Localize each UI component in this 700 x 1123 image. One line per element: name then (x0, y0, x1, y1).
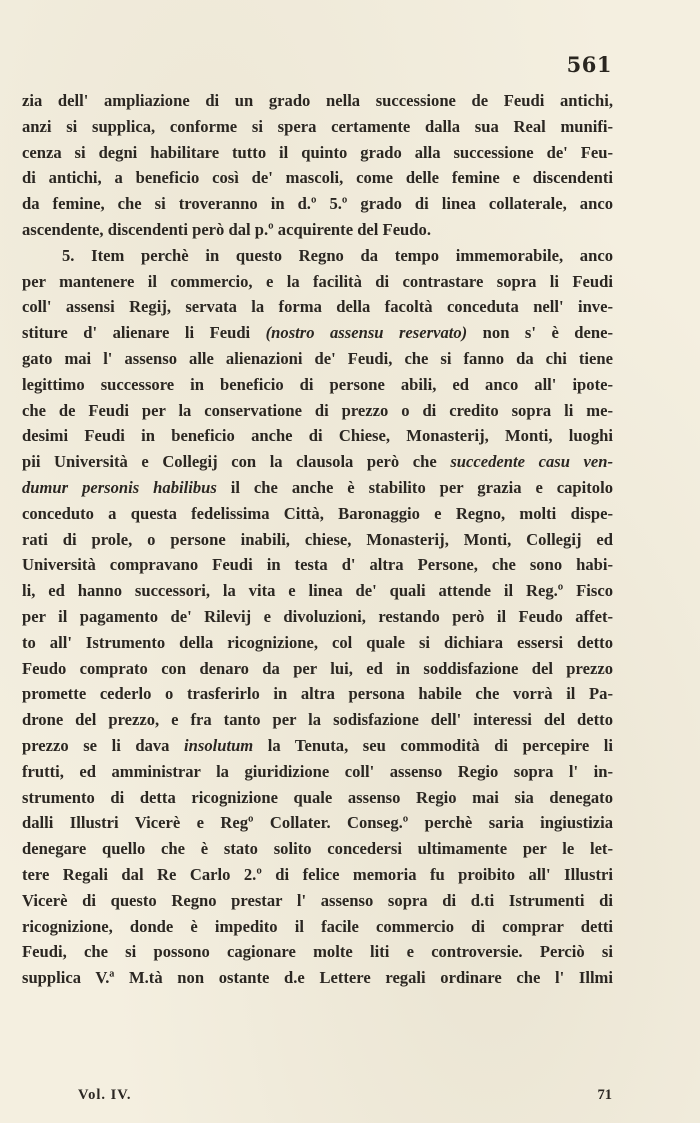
text-line: anzi si supplica, conforme si spera certamente dalla sua Real munifi- (22, 116, 613, 136)
text-line: cenza si degni habilitare tutto il quinto grado alla successione de' Feu- (22, 142, 613, 162)
volume-signature: Vol. IV. (78, 1087, 132, 1103)
text-line: per mantenere il commercio, e la facilità di contrastare sopra li Feudi (22, 271, 613, 291)
text-segment: stiture d' alienare li Feudi (22, 323, 251, 343)
page-footer (78, 1087, 612, 1107)
text-line: li, ed hanno successori, la vita e linea de' quali attende il Reg.º Fisco (22, 581, 613, 601)
text-line: drone del prezzo, e fra tanto per la sodisfazione dell' interessi del detto (22, 710, 613, 730)
gathering-signature: 71 (597, 1087, 612, 1103)
text-line: strumento di detta ricognizione quale assenso Regio mai sia denegato (22, 787, 613, 807)
text-line: coll' assensi Regij, servata la forma della facoltà conceduta nell' inve- (22, 297, 613, 317)
italic-latin-phrase: insolutum (184, 735, 254, 755)
text-line: tere Regali dal Re Carlo 2.º di felice memoria fu proibito all' Illustri (22, 864, 613, 884)
text-line: promette cederlo o trasferirlo in altra persona habile che vorrà il Pa- (22, 684, 613, 704)
text-line-with-italic (22, 449, 613, 475)
text-line: frutti, ed amministrar la giuridizione coll' assenso Regio sopra l' in- (22, 761, 613, 781)
text-line-with-italic (22, 733, 613, 759)
page-body-text (22, 88, 613, 991)
text-segment: non s' è dene- (467, 323, 613, 343)
text-line: gato mai l' assenso alle alienazioni de' Feudi, che si fanno da chi tiene (22, 348, 613, 368)
text-segment: il che anche è stabilito per grazia e capitolo (216, 477, 613, 497)
text-line: rati di prole, o persone inabili, chiese, Monasterij, Monti, Collegij ed (22, 529, 613, 549)
italic-latin-phrase: (nostro assensu reservato) (265, 323, 468, 343)
text-line: to all' Istrumento della ricognizione, col quale si dichiara essersi detto (22, 632, 613, 652)
text-line: Feudo comprato con denaro da per lui, ed in soddisfazione del prezzo (22, 658, 613, 678)
text-segment: la Tenuta, seu commodità di percepire li (253, 735, 613, 755)
italic-latin-phrase: dumur personis habilibus (22, 477, 217, 497)
paragraph-start-line: 5. Item perchè in questo Regno da tempo immemorabile, anco (62, 245, 613, 265)
text-line: zia dell' ampliazione di un grado nella successione de Feudi antichi, (22, 91, 613, 110)
italic-latin-phrase: succedente casu ven- (450, 452, 613, 472)
text-line: per il pagamento de' Rilevij e divoluzioni, restando però il Feudo affet- (22, 606, 613, 626)
text-line-with-italic (22, 475, 613, 501)
text-segment: prezzo se li dava (22, 735, 170, 755)
text-line: da femine, che si troveranno in d.º 5.º grado di linea collaterale, anco (22, 194, 613, 214)
page-number: 561 (566, 52, 612, 77)
text-line: ricognizione, donde è impedito il facile commercio di comprar detti (22, 916, 613, 936)
text-line-with-italic (22, 320, 613, 346)
text-line: denegare quello che è stato solito concedersi ultimamente per le let- (22, 839, 613, 859)
text-line: dalli Illustri Vicerè e Regº Collater. Conseg.º perchè saria ingiustizia (22, 813, 613, 833)
text-line: Vicerè di questo Regno prestar l' assenso sopra di d.ti Istrumenti di (22, 890, 613, 910)
text-line: che de Feudi per la conservatione di prezzo o di credito sopra li me- (22, 400, 613, 420)
text-segment: pii Università e Collegij con la clausola però che (22, 452, 437, 472)
text-line: Feudi, che si possono cagionare molte liti e controversie. Perciò si (22, 942, 613, 962)
text-line: supplica V.ª M.tà non ostante d.e Lettere regali ordinare che l' Illmi (22, 968, 613, 988)
text-line: legittimo successore in beneficio di persone abili, ed anco all' ipote- (22, 374, 613, 394)
text-line: di antichi, a beneficio così de' mascoli, come delle femine e discendenti (22, 168, 613, 188)
text-line: ascendente, discendenti però dal p.º acquirente del Feudo. (22, 219, 431, 239)
text-line: conceduto a questa fedelissima Città, Baronaggio e Regno, molti dispe- (22, 503, 613, 523)
text-line: desimi Feudi in beneficio anche di Chiese, Monasterij, Monti, luoghi (22, 426, 613, 446)
text-line: Università compravano Feudi in testa d' altra Persone, che sono habi- (22, 555, 613, 575)
